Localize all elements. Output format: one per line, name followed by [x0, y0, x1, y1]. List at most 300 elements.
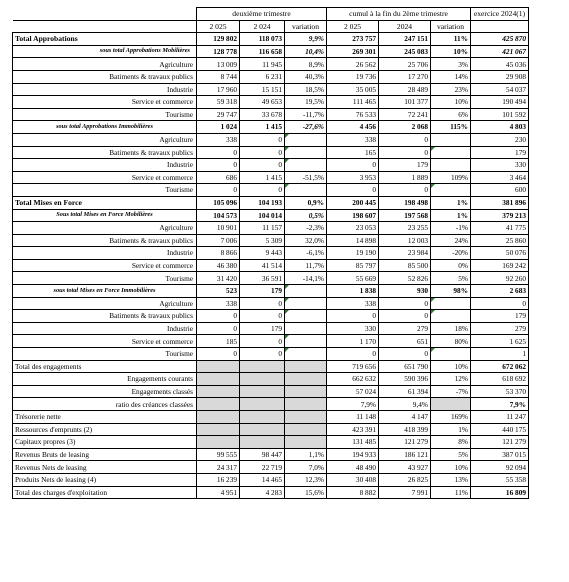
table-row — [13, 133, 529, 146]
table-cell: 10,4% — [285, 45, 327, 58]
table-cell: 14 898 — [327, 234, 379, 247]
table-cell — [285, 146, 327, 159]
table-cell — [240, 360, 285, 373]
table-cell: 35 005 — [327, 83, 379, 96]
table-row — [13, 348, 529, 361]
table-cell: 198 607 — [327, 209, 379, 222]
table-row — [13, 473, 529, 486]
table-row — [13, 398, 529, 411]
financial-table — [12, 7, 529, 499]
table-cell: 0,9% — [285, 196, 327, 209]
table-cell — [240, 385, 285, 398]
table-cell — [285, 285, 327, 298]
table-cell: 1% — [431, 196, 471, 209]
table-cell: 9,4% — [379, 398, 431, 411]
table-cell: 338 — [197, 133, 240, 146]
table-cell: 12 003 — [379, 234, 431, 247]
table-cell: 85 500 — [379, 259, 431, 272]
table-cell — [285, 360, 327, 373]
table-cell: 26 562 — [327, 58, 379, 71]
table-cell: 1 625 — [471, 335, 529, 348]
table-row — [13, 448, 529, 461]
table-cell: 618 692 — [471, 373, 529, 386]
table-cell: 23 255 — [379, 222, 431, 235]
subcol-header: 2 024 — [240, 20, 285, 33]
table-cell: 1 170 — [327, 335, 379, 348]
table-cell: 1 024 — [197, 121, 240, 134]
table-cell: 10% — [431, 45, 471, 58]
table-cell: 55 669 — [327, 272, 379, 285]
table-cell — [285, 310, 327, 323]
table-cell — [240, 423, 285, 436]
table-cell: 15 151 — [240, 83, 285, 96]
table-cell: 22 719 — [240, 461, 285, 474]
table-cell: 179 — [379, 159, 431, 172]
table-cell: 14 465 — [240, 473, 285, 486]
table-cell: 0 — [379, 146, 431, 159]
table-cell: 0 — [327, 310, 379, 323]
table-cell: 4 283 — [240, 486, 285, 499]
table-row — [13, 108, 529, 121]
table-cell: 179 — [471, 146, 529, 159]
table-cell: 101 592 — [471, 108, 529, 121]
table-row — [13, 234, 529, 247]
row-label: Agriculture — [13, 58, 197, 71]
table-cell: 2 683 — [471, 285, 529, 298]
table-cell: 421 067 — [471, 45, 529, 58]
table-cell: 190 494 — [471, 96, 529, 109]
row-label: Total des engagements — [13, 360, 197, 373]
header-row-groups — [13, 8, 529, 21]
table-cell: 30 408 — [327, 473, 379, 486]
table-cell: -7% — [431, 385, 471, 398]
table-row — [13, 322, 529, 335]
table-cell: 2 068 — [379, 121, 431, 134]
table-cell: -2,3% — [285, 222, 327, 235]
table-cell: 8 882 — [327, 486, 379, 499]
table-cell: 1 889 — [379, 171, 431, 184]
table-cell: 9,9% — [285, 33, 327, 46]
table-cell: 5 309 — [240, 234, 285, 247]
row-label: Engagements classés — [13, 385, 197, 398]
table-cell: 17 270 — [379, 70, 431, 83]
table-cell: 6% — [431, 108, 471, 121]
table-cell: 7,9% — [327, 398, 379, 411]
table-row — [13, 83, 529, 96]
table-cell: 600 — [471, 184, 529, 197]
table-cell: 0 — [327, 159, 379, 172]
table-cell: 1 415 — [240, 171, 285, 184]
table-cell: 99 555 — [197, 448, 240, 461]
table-cell: 194 933 — [327, 448, 379, 461]
row-label: Tourisme — [13, 272, 197, 285]
table-cell: 0 — [197, 310, 240, 323]
table-cell — [431, 348, 471, 361]
table-cell — [240, 411, 285, 424]
table-cell: 8 744 — [197, 70, 240, 83]
table-cell: 523 — [197, 285, 240, 298]
row-label: Service et commerce — [13, 171, 197, 184]
table-cell: 0 — [197, 184, 240, 197]
row-label: Total Mises en Force — [13, 196, 197, 209]
table-cell: 0 — [197, 348, 240, 361]
table-cell: 269 301 — [327, 45, 379, 58]
table-cell: 16 809 — [471, 486, 529, 499]
row-label: sous total Approbations Immobilières — [13, 121, 197, 134]
table-cell: 61 394 — [379, 385, 431, 398]
row-label: Trésorerie nette — [13, 411, 197, 424]
table-cell: 118 073 — [240, 33, 285, 46]
table-cell: 57 024 — [327, 385, 379, 398]
table-row — [13, 461, 529, 474]
table-cell: 651 790 — [379, 360, 431, 373]
table-cell — [431, 184, 471, 197]
table-cell: 7 991 — [379, 486, 431, 499]
table-cell — [240, 436, 285, 449]
table-cell: 1 838 — [327, 285, 379, 298]
table-cell: -20% — [431, 247, 471, 260]
table-cell: 98 447 — [240, 448, 285, 461]
table-cell: 46 380 — [197, 259, 240, 272]
table-cell: 169% — [431, 411, 471, 424]
table-cell: 379 213 — [471, 209, 529, 222]
row-label: Batiments & travaux publics — [13, 310, 197, 323]
table-cell: 121 279 — [471, 436, 529, 449]
table-cell: 7,9% — [471, 398, 529, 411]
header-group-cumulative: cumul à la fin du 2ème trimestre — [327, 8, 471, 21]
table-cell: 381 896 — [471, 196, 529, 209]
table-cell: 0 — [240, 146, 285, 159]
table-cell: 198 498 — [379, 196, 431, 209]
table-cell: 109% — [431, 171, 471, 184]
row-label: Total des charges d'exploitation — [13, 486, 197, 499]
table-cell — [197, 423, 240, 436]
subcol-header: 2 025 — [197, 20, 240, 33]
subcol-header: variation — [285, 20, 327, 33]
table-cell: 719 656 — [327, 360, 379, 373]
row-label: sous total Approbations Mobilières — [13, 45, 197, 58]
table-cell: 104 014 — [240, 209, 285, 222]
table-cell: 10% — [431, 461, 471, 474]
table-row — [13, 297, 529, 310]
table-cell: -1% — [431, 222, 471, 235]
table-cell — [285, 436, 327, 449]
table-cell: 23 053 — [327, 222, 379, 235]
table-cell: 12,3% — [285, 473, 327, 486]
table-cell: 273 757 — [327, 33, 379, 46]
table-cell: 10% — [431, 360, 471, 373]
table-cell — [431, 146, 471, 159]
table-row — [13, 121, 529, 134]
table-cell: 179 — [240, 322, 285, 335]
subcol-header: variation — [431, 20, 471, 33]
table-cell: 129 802 — [197, 33, 240, 46]
table-cell — [285, 411, 327, 424]
table-cell: 52 826 — [379, 272, 431, 285]
table-cell: 6 231 — [240, 70, 285, 83]
table-cell: 338 — [327, 297, 379, 310]
table-cell: 330 — [327, 322, 379, 335]
table-cell — [285, 184, 327, 197]
table-cell: 116 658 — [240, 45, 285, 58]
table-cell — [197, 411, 240, 424]
table-row — [13, 222, 529, 235]
table-cell: 8 866 — [197, 247, 240, 260]
table-cell: 8,9% — [285, 58, 327, 71]
table-cell — [285, 348, 327, 361]
table-cell: 590 396 — [379, 373, 431, 386]
table-cell: 0 — [240, 297, 285, 310]
table-cell: 24 317 — [197, 461, 240, 474]
table-cell: -14,1% — [285, 272, 327, 285]
table-cell: 165 — [327, 146, 379, 159]
table-row — [13, 33, 529, 46]
table-cell: 0 — [240, 310, 285, 323]
table-cell: -11,7% — [285, 108, 327, 121]
table-cell — [197, 398, 240, 411]
table-cell: 11 157 — [240, 222, 285, 235]
table-cell: 54 037 — [471, 83, 529, 96]
table-cell: 4 951 — [197, 486, 240, 499]
table-cell: 0 — [327, 184, 379, 197]
row-label: Revenus Bruts de leasing — [13, 448, 197, 461]
row-label: Tourisme — [13, 348, 197, 361]
table-cell: 115% — [431, 121, 471, 134]
table-cell: 672 062 — [471, 360, 529, 373]
row-label: Service et commerce — [13, 335, 197, 348]
table-cell: 0% — [431, 259, 471, 272]
table-cell — [285, 398, 327, 411]
table-cell: 3 464 — [471, 171, 529, 184]
table-row — [13, 45, 529, 58]
table-cell: 1,1% — [285, 448, 327, 461]
table-row — [13, 209, 529, 222]
table-cell: 24% — [431, 234, 471, 247]
table-cell: 15,6% — [285, 486, 327, 499]
row-label: Engagements courants — [13, 373, 197, 386]
table-cell: 185 — [197, 335, 240, 348]
row-label: Industrie — [13, 322, 197, 335]
table-cell: 128 778 — [197, 45, 240, 58]
table-row — [13, 385, 529, 398]
table-cell — [197, 385, 240, 398]
table-cell: 0 — [379, 297, 431, 310]
table-cell: 23 984 — [379, 247, 431, 260]
table-cell: 179 — [240, 285, 285, 298]
table-cell: 111 465 — [327, 96, 379, 109]
table-cell: 26 825 — [379, 473, 431, 486]
table-cell: 98% — [431, 285, 471, 298]
table-row — [13, 436, 529, 449]
table-cell: 230 — [471, 133, 529, 146]
table-cell: 0 — [379, 184, 431, 197]
table-row — [13, 171, 529, 184]
row-label: Service et commerce — [13, 259, 197, 272]
table-cell: 11,7% — [285, 259, 327, 272]
table-cell: 1 415 — [240, 121, 285, 134]
table-cell: 23% — [431, 83, 471, 96]
table-cell: 18% — [431, 322, 471, 335]
table-cell: 279 — [379, 322, 431, 335]
table-cell: 440 175 — [471, 423, 529, 436]
table-cell: 5% — [431, 448, 471, 461]
table-cell: 11% — [431, 486, 471, 499]
table-cell: 14% — [431, 70, 471, 83]
table-cell: -51,5% — [285, 171, 327, 184]
row-label: Tourisme — [13, 108, 197, 121]
row-label: Agriculture — [13, 222, 197, 235]
table-cell: 0 — [197, 322, 240, 335]
table-cell: 101 377 — [379, 96, 431, 109]
table-cell: 11 148 — [327, 411, 379, 424]
table-cell: 0 — [471, 297, 529, 310]
table-cell: 16 239 — [197, 473, 240, 486]
table-cell: 0 — [197, 146, 240, 159]
table-cell: 17 960 — [197, 83, 240, 96]
table-cell: 19 736 — [327, 70, 379, 83]
table-row — [13, 272, 529, 285]
table-cell: 1% — [431, 209, 471, 222]
table-cell — [285, 297, 327, 310]
table-cell: 53 370 — [471, 385, 529, 398]
table-row — [13, 285, 529, 298]
table-cell — [285, 159, 327, 172]
row-label: Agriculture — [13, 297, 197, 310]
table-cell: 247 151 — [379, 33, 431, 46]
table-row — [13, 486, 529, 499]
table-cell: 1 — [471, 348, 529, 361]
table-cell: 5% — [431, 272, 471, 285]
table-row — [13, 310, 529, 323]
table-cell: 0 — [327, 348, 379, 361]
table-cell: 0,5% — [285, 209, 327, 222]
table-cell: 7 006 — [197, 234, 240, 247]
header-row-subcols — [13, 20, 529, 33]
table-cell: 0 — [240, 348, 285, 361]
table-cell: 72 241 — [379, 108, 431, 121]
row-label: Sous total Mises en Force Mobilières — [13, 209, 197, 222]
subcol-header: 2024 — [379, 20, 431, 33]
table-row — [13, 146, 529, 159]
table-cell: 425 870 — [471, 33, 529, 46]
table-cell: 41 514 — [240, 259, 285, 272]
table-cell: 4 147 — [379, 411, 431, 424]
table-cell: 0 — [379, 348, 431, 361]
table-cell: 197 568 — [379, 209, 431, 222]
table-cell: 9 443 — [240, 247, 285, 260]
table-row — [13, 373, 529, 386]
table-cell — [197, 373, 240, 386]
table-cell: 200 445 — [327, 196, 379, 209]
table-cell — [431, 398, 471, 411]
table-cell: 48 490 — [327, 461, 379, 474]
row-label: sous total Mises en Force Immobilières — [13, 285, 197, 298]
table-row — [13, 58, 529, 71]
table-cell: 41 775 — [471, 222, 529, 235]
table-cell: 31 420 — [197, 272, 240, 285]
table-cell: 279 — [471, 322, 529, 335]
row-label: Agriculture — [13, 133, 197, 146]
table-cell: 36 591 — [240, 272, 285, 285]
table-cell: 76 533 — [327, 108, 379, 121]
table-cell — [431, 310, 471, 323]
table-cell: 104 573 — [197, 209, 240, 222]
table-cell — [431, 159, 471, 172]
table-row — [13, 159, 529, 172]
table-cell — [197, 360, 240, 373]
table-cell: 0 — [240, 335, 285, 348]
row-label: Service et commerce — [13, 96, 197, 109]
table-row — [13, 184, 529, 197]
table-cell: 25 860 — [471, 234, 529, 247]
table-row — [13, 96, 529, 109]
subcol-header: 2 025 — [327, 20, 379, 33]
table-cell: 85 797 — [327, 259, 379, 272]
table-cell: 423 391 — [327, 423, 379, 436]
table-cell: 338 — [327, 133, 379, 146]
table-cell: 50 076 — [471, 247, 529, 260]
table-cell: 186 121 — [379, 448, 431, 461]
table-cell: 92 094 — [471, 461, 529, 474]
table-cell: 19 190 — [327, 247, 379, 260]
table-cell: 49 653 — [240, 96, 285, 109]
row-label: Revenus Nets de leasing — [13, 461, 197, 474]
table-cell — [285, 373, 327, 386]
table-cell: 33 678 — [240, 108, 285, 121]
table-cell: 8% — [431, 436, 471, 449]
table-cell: 10% — [431, 96, 471, 109]
table-cell: 45 036 — [471, 58, 529, 71]
table-cell: 0 — [197, 159, 240, 172]
table-cell: 12% — [431, 373, 471, 386]
row-label: Industrie — [13, 159, 197, 172]
table-cell: 13% — [431, 473, 471, 486]
row-label: Ressources d'emprunts (2) — [13, 423, 197, 436]
table-cell: 330 — [471, 159, 529, 172]
table-cell — [240, 398, 285, 411]
table-cell — [285, 322, 327, 335]
table-cell: 651 — [379, 335, 431, 348]
table-cell — [285, 133, 327, 146]
table-row — [13, 411, 529, 424]
table-cell: 11 945 — [240, 58, 285, 71]
row-label: Industrie — [13, 83, 197, 96]
table-cell: 104 193 — [240, 196, 285, 209]
table-cell: 0 — [379, 133, 431, 146]
table-cell: 10 901 — [197, 222, 240, 235]
table-cell: 179 — [471, 310, 529, 323]
table-row — [13, 247, 529, 260]
header-group-quarter: deuxième trimestre — [197, 8, 327, 21]
row-label: Batiments & travaux publics — [13, 70, 197, 83]
row-label: Tourisme — [13, 184, 197, 197]
table-cell: 4 456 — [327, 121, 379, 134]
table-cell — [240, 373, 285, 386]
table-cell: 92 260 — [471, 272, 529, 285]
table-cell: 0 — [379, 310, 431, 323]
table-cell: 11% — [431, 33, 471, 46]
table-cell: 3 953 — [327, 171, 379, 184]
table-cell — [431, 133, 471, 146]
table-cell: 55 358 — [471, 473, 529, 486]
table-row — [13, 423, 529, 436]
row-label: Batiments & travaux publics — [13, 146, 197, 159]
table-row — [13, 70, 529, 83]
table-cell: 19,5% — [285, 96, 327, 109]
table-cell: 1% — [431, 423, 471, 436]
table-cell: 930 — [379, 285, 431, 298]
table-cell: 662 632 — [327, 373, 379, 386]
